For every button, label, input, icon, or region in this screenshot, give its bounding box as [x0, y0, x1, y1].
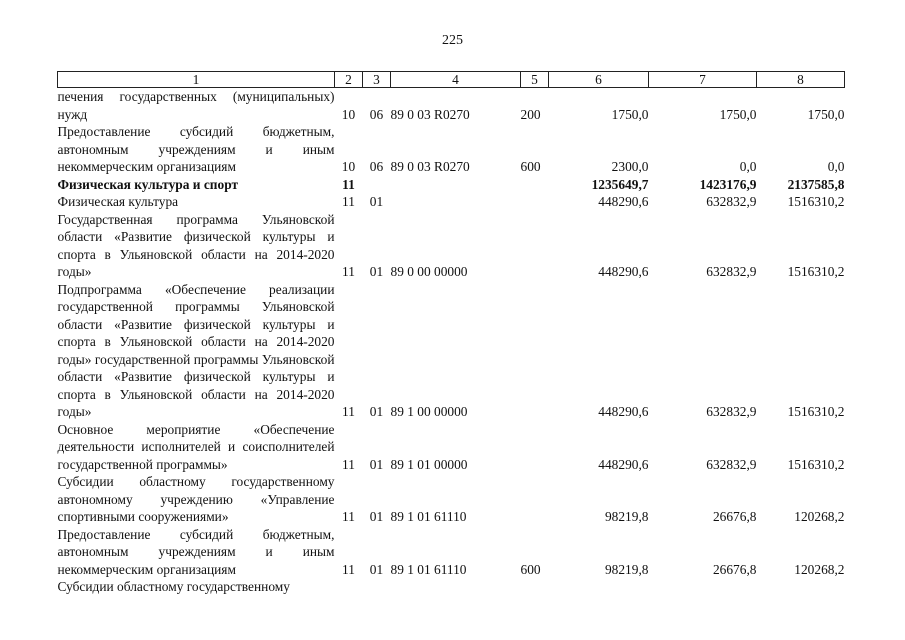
- row-amount-col7: 632832,9: [706, 264, 757, 279]
- table-row: [58, 123, 845, 176]
- row-amount-col6: 1235649,7: [591, 176, 649, 192]
- row-expense-type: [521, 421, 549, 474]
- row-section: 11: [342, 509, 355, 524]
- row-target-article: 89 1 00 00000: [390, 404, 468, 419]
- row-expense-type: 600: [520, 159, 541, 174]
- row-amount-col6: 1750,0: [611, 106, 649, 122]
- row-name: Субсидии областному государственному: [57, 579, 290, 594]
- row-subsection: 01: [369, 404, 384, 419]
- row-amount-col7: 632832,9: [706, 404, 757, 419]
- row-expense-type: [521, 281, 549, 421]
- row-expense-type: [521, 473, 549, 526]
- header-col-7: 7: [649, 72, 757, 88]
- row-amount-col6: 2300,0: [611, 159, 649, 174]
- table-row: [58, 421, 845, 474]
- row-subsection: 01: [369, 194, 384, 209]
- row-name: Предоставление субсидий бюджетным, автономным учреждениям и иным некоммерческим организациям: [57, 526, 335, 577]
- row-amount-col7: 1423176,9: [699, 176, 757, 192]
- row-amount-col8: 120268,2: [794, 561, 845, 577]
- table-row: [58, 281, 845, 421]
- row-amount-col8: 120268,2: [794, 509, 845, 524]
- row-amount-col8: 0,0: [827, 159, 845, 174]
- row-amount-col8: 1750,0: [807, 106, 845, 122]
- row-amount-col7: 26676,8: [712, 509, 757, 524]
- header-col-4: 4: [391, 72, 521, 88]
- row-section: [335, 578, 363, 596]
- row-section: 10: [341, 159, 356, 174]
- row-section: 11: [342, 194, 355, 209]
- row-target-article: [391, 578, 521, 596]
- header-col-1: 1: [58, 72, 335, 88]
- row-amount-col7: 632832,9: [706, 194, 757, 209]
- row-amount-col7: 0,0: [739, 159, 757, 174]
- table-row: [58, 193, 845, 211]
- row-amount-col6: 98219,8: [604, 509, 649, 524]
- row-amount-col6: 448290,6: [598, 404, 649, 419]
- row-subsection: 01: [369, 456, 384, 472]
- row-name: Подпрограмма «Обеспечение реализации государственной программы Ульяновской области «Развитие физической культуры и спорта в Ульяновской области на 2014-2020 годы» государственной программы Ульяновской области «Развитие физической культуры и спорта в Ульяновской области на 2014-2020 годы»: [57, 281, 335, 419]
- row-name: Субсидии областному государственному автономному учреждению «Управление спортивными сооружениями»: [57, 474, 335, 524]
- table-row: [58, 526, 845, 579]
- row-section: 11: [342, 404, 355, 419]
- row-amount-col6: 448290,6: [598, 194, 649, 209]
- budget-table: [57, 71, 845, 596]
- row-amount-col7: [649, 578, 757, 596]
- row-section: 11: [342, 561, 355, 577]
- header-col-2: 2: [335, 72, 363, 88]
- row-target-article: 89 0 03 R0270: [390, 159, 470, 174]
- row-amount-col8: 2137585,8: [787, 176, 845, 192]
- row-section: 11: [342, 456, 355, 472]
- row-amount-col8: 1516310,2: [787, 456, 845, 472]
- row-amount-col6: 98219,8: [604, 561, 649, 577]
- row-subsection: 06: [369, 159, 384, 174]
- header-col-3: 3: [363, 72, 391, 88]
- table-row: [58, 211, 845, 281]
- row-expense-type: [521, 578, 549, 596]
- row-amount-col6: 448290,6: [598, 264, 649, 279]
- row-name: печения государственных (муниципальных) нужд: [57, 89, 335, 122]
- row-subsection: 01: [369, 264, 384, 279]
- row-subsection: 01: [369, 509, 384, 524]
- row-subsection: [363, 578, 391, 596]
- header-col-6: 6: [549, 72, 649, 88]
- row-expense-type: [521, 193, 549, 211]
- table-row: [58, 578, 845, 596]
- row-amount-col6: 448290,6: [598, 456, 649, 472]
- row-amount-col8: 1516310,2: [787, 264, 845, 279]
- row-amount-col8: 1516310,2: [787, 404, 845, 419]
- row-subsection: 06: [369, 106, 384, 122]
- row-section: 10: [341, 106, 356, 122]
- row-expense-type: [521, 176, 549, 194]
- header-row: [58, 72, 845, 88]
- row-amount-col8: 1516310,2: [787, 194, 845, 209]
- row-target-article: 89 1 01 61110: [390, 509, 467, 524]
- row-expense-type: 600: [520, 561, 541, 577]
- table-body: [58, 88, 845, 596]
- row-section: 11: [342, 264, 355, 279]
- row-amount-col7: 632832,9: [706, 456, 757, 472]
- header-col-8: 8: [757, 72, 845, 88]
- row-target-article: 89 0 00 00000: [390, 264, 468, 279]
- row-section: 11: [342, 176, 355, 192]
- row-expense-type: 200: [520, 106, 541, 122]
- row-subsection: [363, 176, 391, 194]
- row-target-article: [391, 193, 521, 211]
- header-col-5: 5: [521, 72, 549, 88]
- row-amount-col6: [549, 578, 649, 596]
- page-number: 225: [442, 33, 463, 48]
- row-name: Предоставление субсидий бюджетным, автономным учреждениям и иным некоммерческим организациям: [57, 124, 335, 174]
- row-target-article: 89 0 03 R0270: [390, 106, 470, 122]
- table-row: [58, 473, 845, 526]
- row-subsection: 01: [369, 561, 384, 577]
- row-target-article: 89 1 01 61110: [390, 561, 467, 577]
- row-name: Физическая культура: [57, 194, 179, 209]
- row-name: Основное мероприятие «Обеспечение деятельности исполнителей и соисполнителей государственной программы»: [57, 421, 335, 472]
- row-target-article: 89 1 01 00000: [390, 456, 468, 472]
- row-amount-col7: 26676,8: [712, 561, 757, 577]
- row-amount-col7: 1750,0: [719, 106, 757, 122]
- row-target-article: [391, 176, 521, 194]
- row-name: Государственная программа Ульяновской области «Развитие физической культуры и спорта в Ульяновской области на 2014-2020 годы»: [57, 211, 335, 279]
- row-expense-type: [521, 211, 549, 281]
- row-name: Физическая культура и спорт: [57, 176, 239, 192]
- row-amount-col8: [757, 578, 845, 596]
- table-row: [58, 88, 845, 124]
- table-row: [58, 176, 845, 194]
